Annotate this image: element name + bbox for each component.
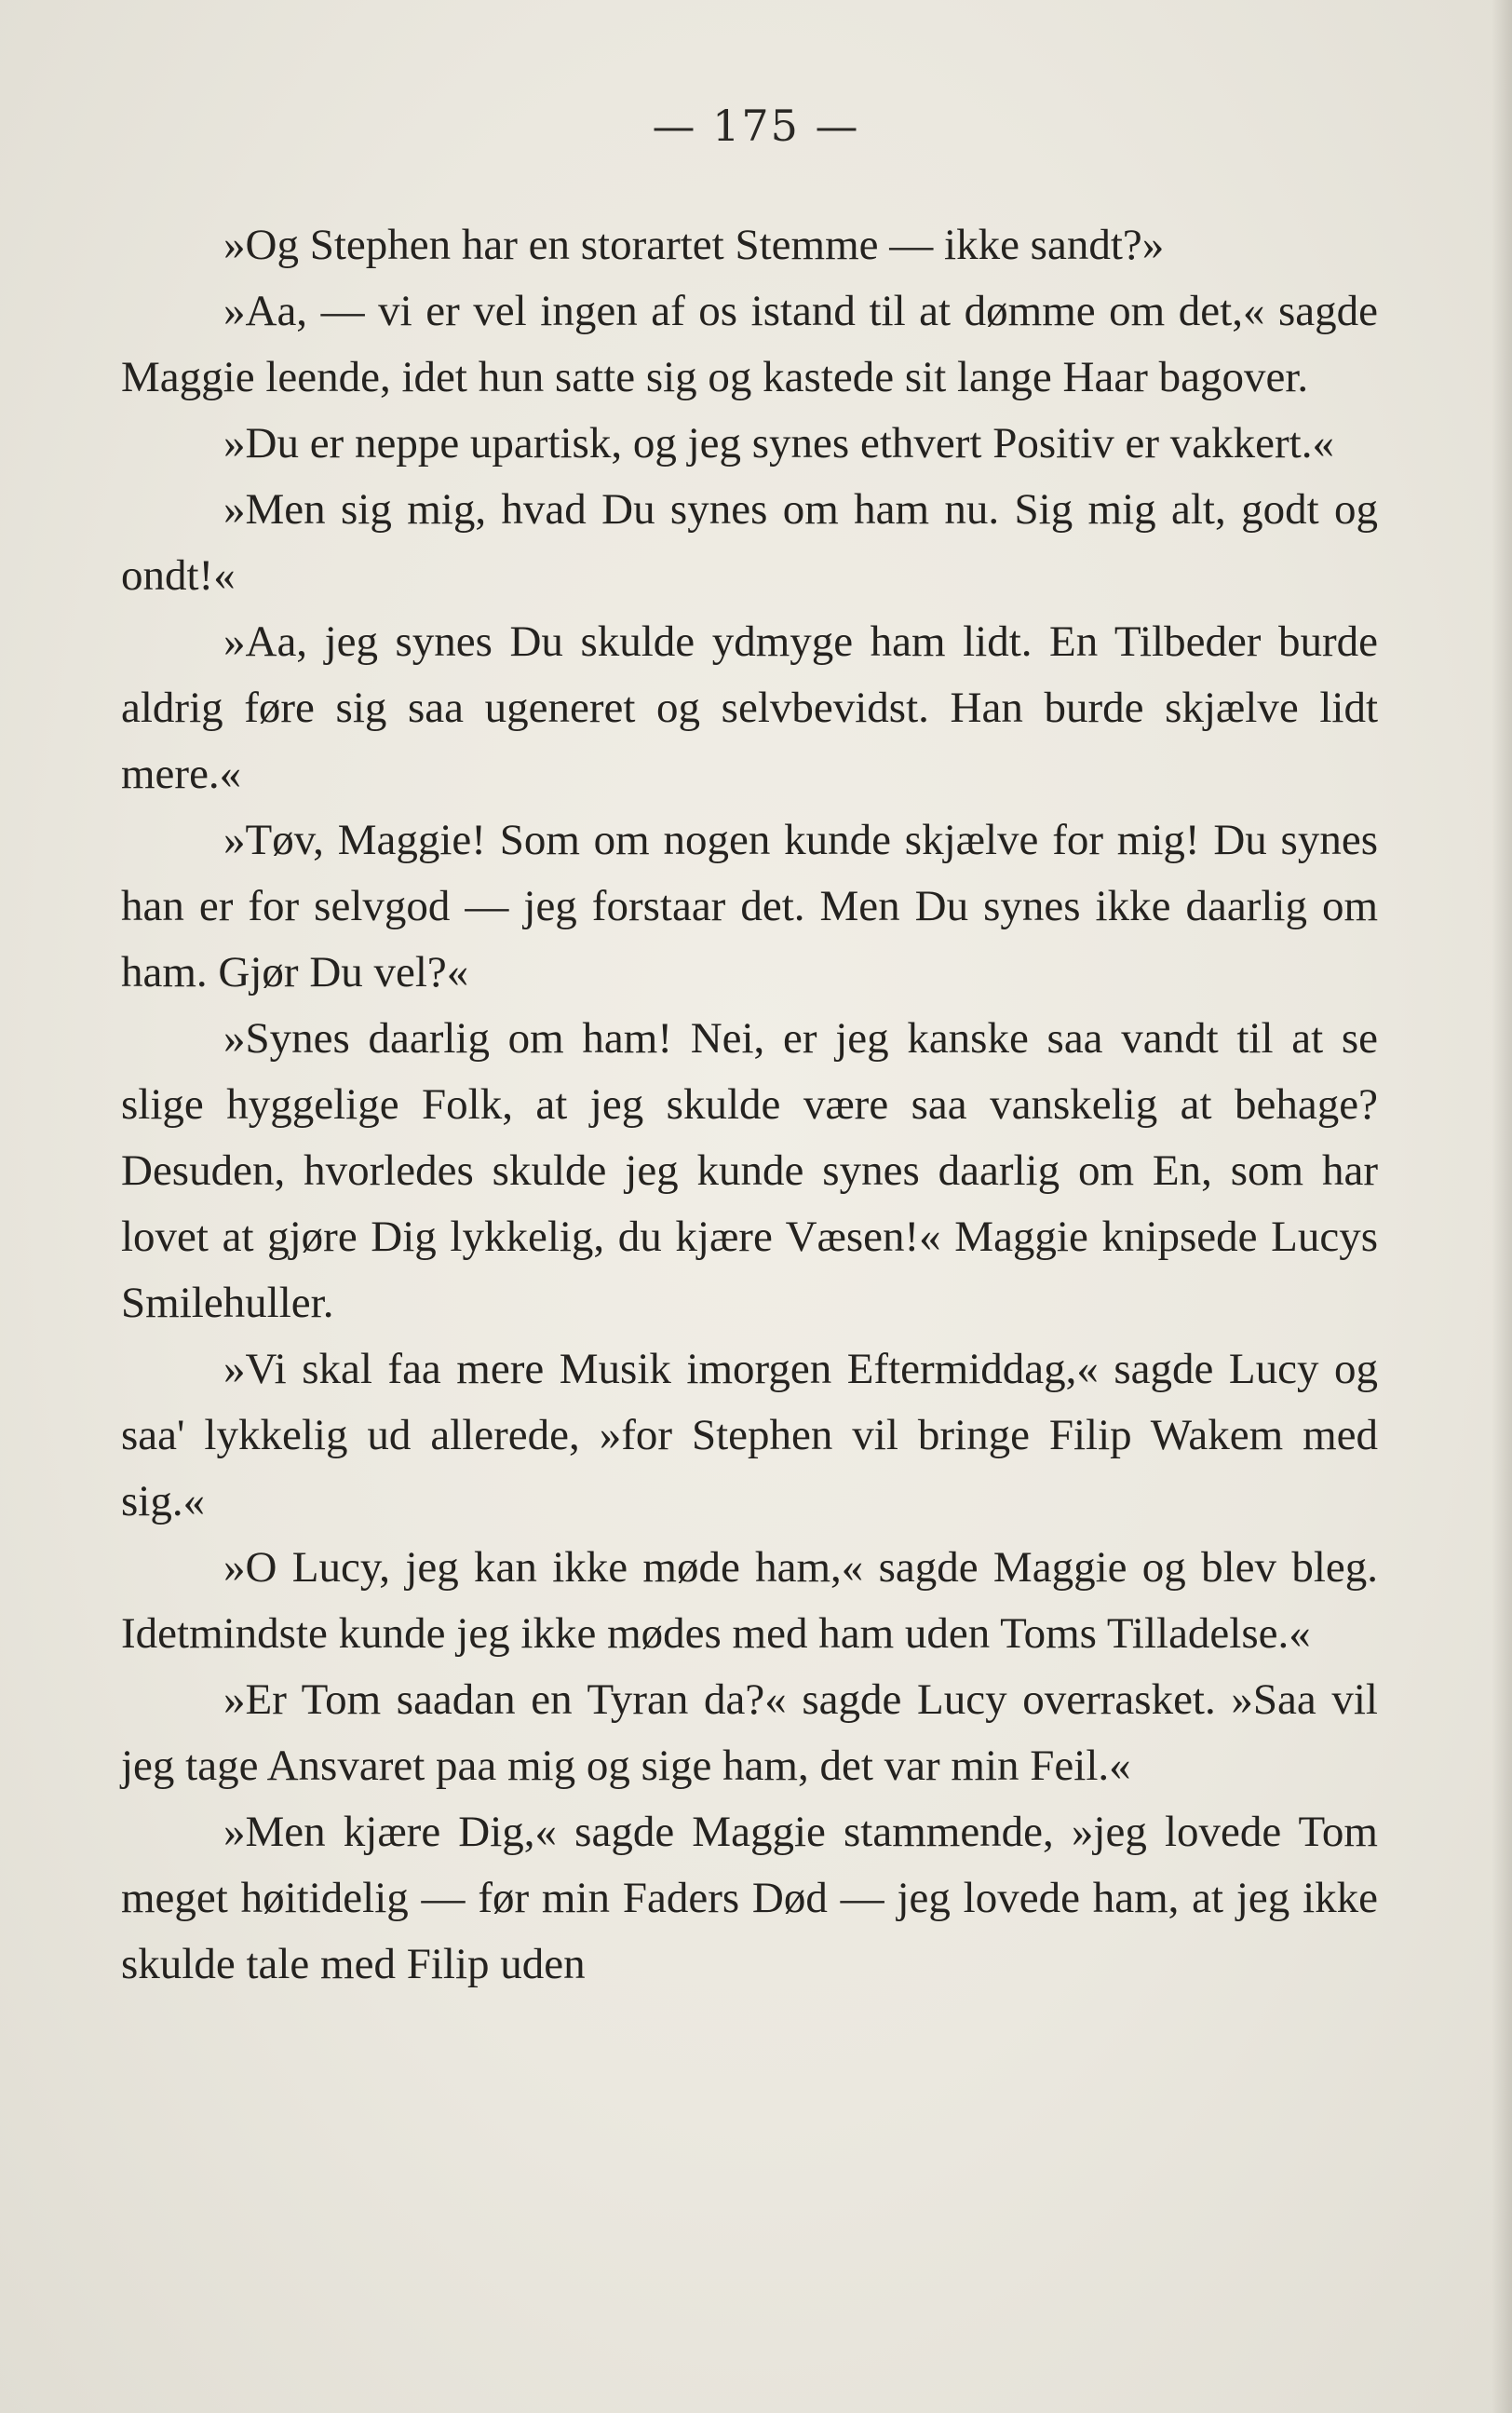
page-number: — 175 — bbox=[652, 101, 860, 151]
paragraph: »Aa, jeg synes Du skulde ydmyge ham lidt. En Tilbeder burde aldrig føre sig saa ugeneret og selvbevidst. Han burde skjælve lidt mere.« bbox=[121, 617, 1378, 798]
paragraph: »Men kjære Dig,« sagde Maggie stammende, »jeg lovede Tom meget høitidelig — før min Faders Død — jeg lovede ham, at jeg ikke skulde tale med Filip uden bbox=[121, 1808, 1378, 1988]
paragraph: »Vi skal faa mere Musik imorgen Eftermiddag,« sagde Lucy og saa' lykkelig ud allerede, »for Stephen vil bringe Filip Wakem med sig.« bbox=[121, 1345, 1378, 1525]
paragraph: »O Lucy, jeg kan ikke møde ham,« sagde Maggie og blev bleg. Idetmindste kunde jeg ikke mødes med ham uden Toms Tilladelse.« bbox=[121, 1543, 1378, 1658]
paragraph: »Du er neppe upartisk, og jeg synes ethvert Positiv er vakkert.« bbox=[223, 419, 1334, 468]
paragraph: »Tøv, Maggie! Som om nogen kunde skjælve for mig! Du synes han er for selvgod — jeg forstaar det. Men Du synes ikke daarlig om ham. Gjør Du vel?« bbox=[121, 816, 1378, 996]
paragraph: »Aa, — vi er vel ingen af os istand til at dømme om det,« sagde Maggie leende, idet hun satte sig og kastede sit lange Haar bagover. bbox=[121, 287, 1378, 401]
paragraph: »Men sig mig, hvad Du synes om ham nu. Sig mig alt, godt og ondt!« bbox=[121, 485, 1378, 600]
paragraph: »Er Tom saadan en Tyran da?« sagde Lucy overrasket. »Saa vil jeg tage Ansvaret paa mig og sige ham, det var min Feil.« bbox=[121, 1675, 1378, 1790]
paragraph: »Synes daarlig om ham! Nei, er jeg kanske saa vandt til at se slige hyggelige Folk, at jeg skulde være saa vanskelig at behage? Desuden, hvorledes skulde jeg kunde synes daarlig om En, som har lovet at gjøre Dig lykkelig, du kjære Væsen!« Maggie knipsede Lucys Smilehuller. bbox=[121, 1014, 1378, 1327]
body-text bbox=[121, 212, 1378, 1998]
paragraph: »Og Stephen har en storartet Stemme — ikke sandt?» bbox=[223, 221, 1165, 269]
